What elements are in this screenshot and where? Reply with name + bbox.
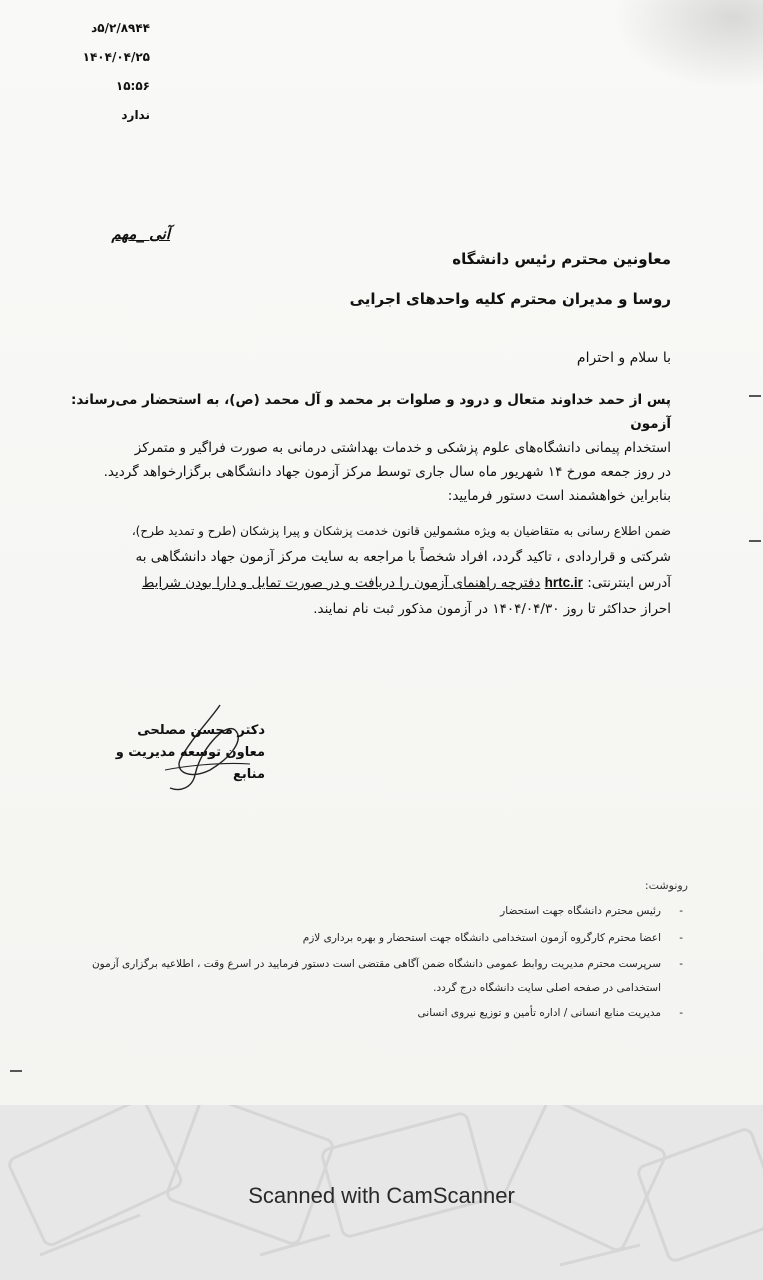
list-dash: -: [679, 905, 683, 917]
cc-item-text: رئیس محترم دانشگاه جهت استحضار: [500, 905, 661, 917]
paragraph-2-line-3-rest: دفترچه راهنمای آزمون را دریافت و در صورت تمایل و دارا بودن شرایط: [141, 575, 541, 591]
addressee-2: روسا و مدیران محترم کلیه واحدهای اجرایی: [349, 290, 671, 308]
letter-number: ۵/۲/۸۹۴۴د: [91, 21, 150, 35]
cc-list: [71, 898, 683, 1027]
paragraph-1-line-2: استخدام پیمانی دانشگاه‌های علوم پزشکی و خدمات بهداشتی درمانی به صورت فراگیر و متمرکز: [134, 440, 671, 456]
letter-time: ۱۵:۵۶: [115, 79, 150, 93]
signature-block: [95, 720, 265, 786]
page-shadow: [613, 0, 763, 90]
paragraph-2: [71, 518, 671, 622]
urgency-label: آنی _مهم: [111, 225, 170, 243]
paragraph-2-line-2: شرکتی و قراردادی ، تاکید گردد، افراد شخصاً با مراجعه به سایت مرکز آزمون جهاد دانشگاهی به: [135, 549, 671, 565]
website-link[interactable]: hrtc.ir: [544, 575, 583, 590]
signatory-name: دکتر محسن مصلحی: [137, 723, 265, 738]
edge-mark: [749, 540, 761, 542]
list-dash: -: [679, 958, 683, 970]
paragraph-2-line-3: [71, 570, 671, 596]
cc-item: [71, 898, 683, 925]
cc-item: [71, 952, 683, 1000]
edge-mark: [749, 395, 761, 397]
addressee-1: معاونین محترم رئیس دانشگاه: [452, 250, 671, 268]
paragraph-2-line-4: احراز حداکثر تا روز ۱۴۰۴/۰۴/۳۰ در آزمون مذکور ثبت نام نمایند.: [313, 601, 671, 617]
paragraph-1-line-1: پس از حمد خداوند متعال و درود و صلوات بر محمد و آل محمد (ص)، به استحضار می‌رساند: آزمون: [71, 392, 671, 432]
paragraph-1: [71, 388, 671, 508]
edge-mark: [10, 1070, 22, 1072]
letter-attachment: ندارد: [121, 108, 150, 122]
paragraph-1-line-4: بنابراین خواهشمند است دستور فرمایید:: [447, 488, 671, 504]
paragraph-1-line-3: در روز جمعه مورخ ۱۴ شهریور ماه سال جاری توسط مرکز آزمون جهاد دانشگاهی برگزارخواهد گردید.: [103, 464, 671, 480]
cc-item-text: مدیریت منابع انسانی / اداره تأمین و توزیع نیروی انسانی: [417, 1007, 661, 1019]
watermark-text: Scanned with CamScanner: [248, 1183, 515, 1208]
paragraph-2-address-label: آدرس اینترنتی:: [587, 575, 671, 591]
cc-item: [71, 925, 683, 952]
camscanner-watermark-bar: [0, 1105, 763, 1280]
list-dash: -: [679, 932, 683, 944]
list-dash: -: [679, 1007, 683, 1019]
cc-item-text: اعضا محترم کارگروه آزمون استخدامی دانشگاه جهت استحضار و بهره برداری لازم: [302, 932, 661, 944]
paragraph-2-line-1: ضمن اطلاع رسانی به متقاضیان به ویژه مشمولین قانون خدمت پزشکان و پیرا پزشکان (طرح و تمدید طرح)،: [131, 524, 671, 538]
cc-title: رونوشت:: [644, 879, 688, 892]
letter-date: ۱۴۰۴/۰۴/۲۵: [82, 50, 150, 64]
cc-item-text: سرپرست محترم مدیریت روابط عمومی دانشگاه ضمن آگاهی مقتضی است دستور فرمایید در اسرع وقت ، اطلاعیه برگزاری آزمون استخدامی در صفحه اصلی سایت دانشگاه درج گردد.: [91, 958, 661, 994]
signatory-title: معاون توسعه مدیریت و منابع: [115, 745, 265, 782]
cc-item: [71, 1000, 683, 1027]
letter-meta: [40, 14, 150, 130]
greeting: با سلام و احترام: [576, 350, 671, 366]
